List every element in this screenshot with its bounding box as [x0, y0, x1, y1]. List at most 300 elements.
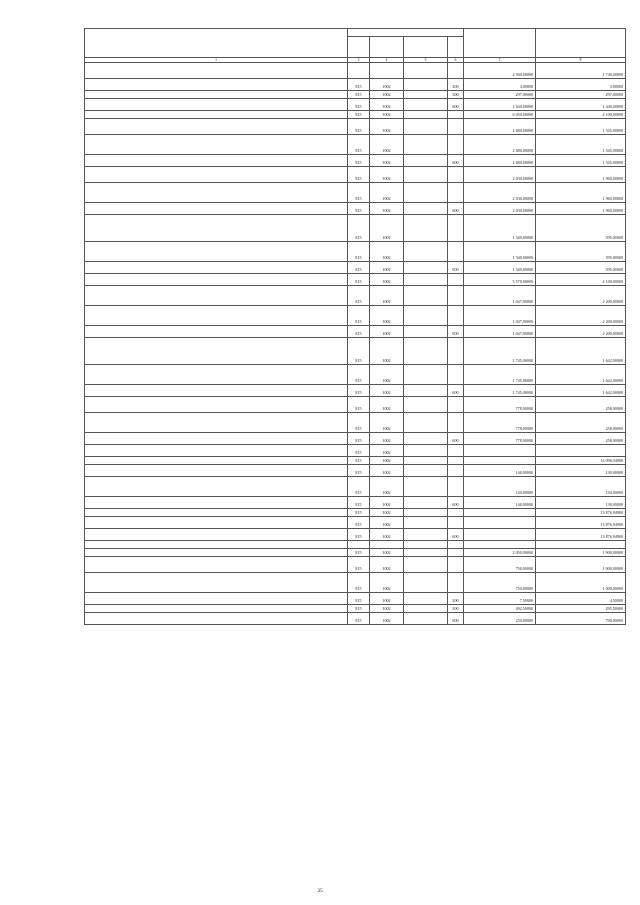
cell-grbs: 815 [348, 286, 370, 306]
cell-cs [404, 549, 448, 557]
cell-vr: 600 [448, 529, 464, 541]
cell-vr: 600 [448, 385, 464, 397]
cell-y1: 2 050,00000 [464, 549, 536, 557]
table-row [85, 63, 626, 79]
cell-vr: 600 [448, 262, 464, 274]
cell-grbs: 815 [348, 99, 370, 111]
cell-y1 [464, 529, 536, 541]
header-name [85, 29, 348, 58]
cell-y1: 2 680,00000 [464, 119, 536, 135]
cell-y1: 2 030,00000 [464, 183, 536, 203]
cell-cs [404, 63, 448, 79]
cell-y2 [536, 541, 626, 549]
cell-cs [404, 99, 448, 111]
cell-vr [448, 549, 464, 557]
col-num-1: 1 [85, 58, 348, 63]
table-row [85, 509, 626, 517]
cell-vr: 600 [448, 433, 464, 445]
cell-rz: 1002 [370, 183, 404, 203]
cell-y1: 778,00000 [464, 397, 536, 413]
cell-rz: 1002 [370, 445, 404, 457]
cell-rz: 1002 [370, 397, 404, 413]
cell-rz: 1002 [370, 262, 404, 274]
cell-rz: 1002 [370, 593, 404, 605]
cell-name [85, 338, 348, 365]
cell-vr [448, 541, 464, 549]
cell-rz: 1002 [370, 465, 404, 477]
cell-name [85, 385, 348, 397]
cell-name [85, 119, 348, 135]
cell-cs [404, 167, 448, 183]
cell-cs [404, 433, 448, 445]
cell-grbs: 815 [348, 509, 370, 517]
table-row [85, 203, 626, 215]
cell-cs [404, 465, 448, 477]
table-row [85, 457, 626, 465]
cell-y1: 2 680,00000 [464, 135, 536, 155]
cell-cs [404, 529, 448, 541]
cell-rz: 1002 [370, 413, 404, 433]
table-row [85, 183, 626, 203]
cell-grbs: 815 [348, 79, 370, 91]
cell-name [85, 497, 348, 509]
cell-y1: 750,00000 [464, 557, 536, 573]
cell-name [85, 557, 348, 573]
cell-name [85, 413, 348, 433]
cell-grbs: 815 [348, 457, 370, 465]
cell-name [85, 365, 348, 385]
cell-name [85, 509, 348, 517]
cell-cs [404, 242, 448, 262]
cell-y1: 7,50000 [464, 593, 536, 605]
cell-y2: 1 545,00000 [536, 135, 626, 155]
cell-cs [404, 183, 448, 203]
cell-y1: 2 030,00000 [464, 167, 536, 183]
table-row [85, 385, 626, 397]
cell-grbs: 815 [348, 557, 370, 573]
cell-y2: 1 642,00000 [536, 385, 626, 397]
table-row [85, 274, 626, 286]
cell-rz: 1002 [370, 517, 404, 529]
cell-rz: 1002 [370, 135, 404, 155]
cell-cs [404, 274, 448, 286]
table-row [85, 338, 626, 365]
cell-cs [404, 262, 448, 274]
cell-rz: 1002 [370, 242, 404, 262]
cell-rz: 1002 [370, 529, 404, 541]
table-row [85, 445, 626, 457]
cell-cs [404, 365, 448, 385]
table-row [85, 286, 626, 306]
cell-grbs: 815 [348, 613, 370, 625]
cell-y2: 1 960,00000 [536, 183, 626, 203]
cell-vr [448, 338, 464, 365]
cell-rz: 1002 [370, 99, 404, 111]
cell-cs [404, 497, 448, 509]
cell-y2: 1 440,00000 [536, 99, 626, 111]
cell-name [85, 111, 348, 119]
cell-name [85, 242, 348, 262]
header-grbs [348, 37, 370, 58]
header-tselevaya [404, 37, 448, 58]
table-body [85, 63, 626, 625]
cell-rz: 1002 [370, 167, 404, 183]
cell-rz: 1002 [370, 509, 404, 517]
cell-y2: 1 960,00000 [536, 203, 626, 215]
cell-name [85, 135, 348, 155]
cell-cs [404, 557, 448, 573]
cell-y2: 258,00000 [536, 433, 626, 445]
cell-grbs [348, 63, 370, 79]
cell-grbs: 815 [348, 262, 370, 274]
cell-rz: 1002 [370, 497, 404, 509]
cell-vr: 200 [448, 593, 464, 605]
table-row [85, 529, 626, 541]
cell-grbs: 815 [348, 365, 370, 385]
cell-name [85, 203, 348, 215]
cell-rz: 1002 [370, 286, 404, 306]
cell-y1: 297,00000 [464, 91, 536, 99]
cell-grbs: 815 [348, 119, 370, 135]
cell-y2: 1 740,00000 [536, 63, 626, 79]
cell-y2: 130,00000 [536, 497, 626, 509]
cell-rz [370, 63, 404, 79]
cell-grbs: 815 [348, 549, 370, 557]
cell-y2: 1 545,00000 [536, 155, 626, 167]
cell-vr [448, 215, 464, 242]
table-row [85, 99, 626, 111]
cell-y1: 492,50000 [464, 605, 536, 613]
table-row [85, 155, 626, 167]
cell-grbs: 815 [348, 274, 370, 286]
cell-name [85, 605, 348, 613]
cell-name [85, 529, 348, 541]
cell-cs [404, 445, 448, 457]
cell-y2: 3,00000 [536, 79, 626, 91]
cell-grbs [348, 541, 370, 549]
cell-grbs: 815 [348, 306, 370, 326]
cell-y1: 3,00000 [464, 79, 536, 91]
header-codes-group [348, 29, 464, 37]
cell-rz: 1002 [370, 605, 404, 613]
cell-y1: 140,00000 [464, 497, 536, 509]
cell-grbs: 815 [348, 433, 370, 445]
cell-y1: 1 047,00000 [464, 326, 536, 338]
cell-name [85, 445, 348, 457]
cell-vr: 300 [448, 605, 464, 613]
table-row [85, 549, 626, 557]
cell-y2: 2 200,00000 [536, 286, 626, 306]
cell-vr [448, 119, 464, 135]
cell-vr: 600 [448, 99, 464, 111]
cell-y1: 1 047,00000 [464, 286, 536, 306]
cell-grbs: 815 [348, 338, 370, 365]
cell-vr [448, 167, 464, 183]
cell-y1 [464, 445, 536, 457]
table-row [85, 397, 626, 413]
cell-grbs: 815 [348, 477, 370, 497]
table-row [85, 557, 626, 573]
cell-y1: 2 940,00000 [464, 63, 536, 79]
cell-y1: 1 745,00000 [464, 338, 536, 365]
cell-cs [404, 517, 448, 529]
cell-grbs: 815 [348, 111, 370, 119]
cell-vr [448, 63, 464, 79]
cell-rz: 1002 [370, 203, 404, 215]
table-row [85, 413, 626, 433]
page-number: 35 [317, 888, 323, 894]
cell-name [85, 517, 348, 529]
cell-vr: 600 [448, 497, 464, 509]
cell-y2: 2 200,00000 [536, 326, 626, 338]
cell-rz: 1002 [370, 326, 404, 338]
cell-vr [448, 465, 464, 477]
cell-y1: 1 745,00000 [464, 365, 536, 385]
table-row [85, 326, 626, 338]
table-row [85, 433, 626, 445]
cell-vr [448, 135, 464, 155]
cell-rz: 1002 [370, 365, 404, 385]
table-row [85, 119, 626, 135]
cell-name [85, 457, 348, 465]
cell-name [85, 274, 348, 286]
cell-y2: 13 876,94900 [536, 509, 626, 517]
cell-grbs: 815 [348, 385, 370, 397]
col-num-7: 7 [464, 58, 536, 63]
table-row [85, 497, 626, 509]
cell-name [85, 593, 348, 605]
cell-y2: 1 960,00000 [536, 167, 626, 183]
cell-y2: 2 200,00000 [536, 306, 626, 326]
col-num-3: 3 [348, 58, 370, 63]
cell-rz: 1002 [370, 573, 404, 593]
cell-vr [448, 573, 464, 593]
cell-y2: 130,00000 [536, 477, 626, 497]
cell-y2: 295,50000 [536, 605, 626, 613]
cell-vr [448, 477, 464, 497]
table-row [85, 111, 626, 119]
cell-name [85, 549, 348, 557]
cell-y2: 700,00000 [536, 613, 626, 625]
cell-name [85, 262, 348, 274]
cell-rz: 1002 [370, 385, 404, 397]
cell-cs [404, 413, 448, 433]
cell-rz: 1002 [370, 457, 404, 465]
cell-cs [404, 119, 448, 135]
cell-cs [404, 203, 448, 215]
cell-y1: 5 570,00000 [464, 274, 536, 286]
cell-cs [404, 79, 448, 91]
cell-rz: 1002 [370, 79, 404, 91]
cell-cs [404, 573, 448, 593]
cell-name [85, 573, 348, 593]
cell-y1: 140,00000 [464, 465, 536, 477]
cell-grbs: 815 [348, 167, 370, 183]
cell-grbs: 815 [348, 517, 370, 529]
header-razdel [370, 37, 404, 58]
cell-rz: 1002 [370, 91, 404, 99]
cell-y1: 140,00000 [464, 477, 536, 497]
cell-y2: 595,00000 [536, 262, 626, 274]
cell-name [85, 155, 348, 167]
cell-grbs: 815 [348, 183, 370, 203]
cell-grbs: 815 [348, 445, 370, 457]
cell-vr [448, 509, 464, 517]
cell-y1 [464, 517, 536, 529]
cell-rz: 1002 [370, 274, 404, 286]
cell-cs [404, 613, 448, 625]
cell-vr [448, 457, 464, 465]
cell-y1 [464, 541, 536, 549]
col-num-5: 5 [404, 58, 448, 63]
cell-y2: 1 642,00000 [536, 365, 626, 385]
table-row [85, 215, 626, 242]
cell-y1: 2 680,00000 [464, 155, 536, 167]
cell-grbs: 815 [348, 242, 370, 262]
cell-grbs: 815 [348, 497, 370, 509]
cell-cs [404, 91, 448, 99]
col-num-6: 6 [448, 58, 464, 63]
cell-cs [404, 541, 448, 549]
cell-y1: 778,00000 [464, 433, 536, 445]
cell-cs [404, 135, 448, 155]
cell-name [85, 183, 348, 203]
cell-grbs: 815 [348, 155, 370, 167]
cell-y1: 750,00000 [464, 573, 536, 593]
cell-y2: 13 876,94900 [536, 529, 626, 541]
cell-cs [404, 111, 448, 119]
cell-rz: 1002 [370, 433, 404, 445]
table-row [85, 306, 626, 326]
cell-rz [370, 541, 404, 549]
cell-name [85, 477, 348, 497]
cell-cs [404, 215, 448, 242]
cell-vr [448, 183, 464, 203]
cell-cs [404, 286, 448, 306]
cell-name [85, 613, 348, 625]
cell-cs [404, 397, 448, 413]
cell-y2 [536, 445, 626, 457]
cell-cs [404, 605, 448, 613]
cell-vr [448, 111, 464, 119]
cell-y2: 1 900,00000 [536, 549, 626, 557]
cell-y2: 4 100,00000 [536, 274, 626, 286]
cell-grbs: 815 [348, 605, 370, 613]
table-row [85, 262, 626, 274]
header-vid [448, 37, 464, 58]
cell-y2: 1 000,00000 [536, 557, 626, 573]
cell-rz: 1002 [370, 557, 404, 573]
cell-vr [448, 242, 464, 262]
cell-cs [404, 457, 448, 465]
cell-y2: 14 096,94900 [536, 457, 626, 465]
cell-name [85, 215, 348, 242]
cell-vr [448, 306, 464, 326]
cell-vr [448, 517, 464, 529]
cell-rz: 1002 [370, 119, 404, 135]
cell-y1: 250,00000 [464, 613, 536, 625]
cell-y2: 4,50000 [536, 593, 626, 605]
cell-rz: 1002 [370, 477, 404, 497]
cell-vr [448, 413, 464, 433]
cell-y2: 13 876,94900 [536, 517, 626, 529]
cell-vr [448, 445, 464, 457]
cell-y1: 1 047,00000 [464, 306, 536, 326]
cell-y1: 778,00000 [464, 413, 536, 433]
header-year2 [536, 29, 626, 58]
cell-y2: 130,00000 [536, 465, 626, 477]
cell-vr: 600 [448, 155, 464, 167]
cell-cs [404, 593, 448, 605]
cell-vr: 300 [448, 91, 464, 99]
cell-grbs: 815 [348, 91, 370, 99]
cell-name [85, 306, 348, 326]
cell-cs [404, 385, 448, 397]
table-row [85, 465, 626, 477]
cell-grbs: 815 [348, 135, 370, 155]
cell-cs [404, 155, 448, 167]
cell-y2: 258,00000 [536, 413, 626, 433]
cell-y2: 595,00000 [536, 215, 626, 242]
cell-y1: 1 340,00000 [464, 262, 536, 274]
col-num-8: 8 [536, 58, 626, 63]
table-row [85, 135, 626, 155]
cell-name [85, 286, 348, 306]
cell-vr: 600 [448, 613, 464, 625]
cell-y1: 6 050,00000 [464, 111, 536, 119]
cell-cs [404, 509, 448, 517]
cell-grbs: 815 [348, 326, 370, 338]
cell-rz: 1002 [370, 155, 404, 167]
table-row [85, 79, 626, 91]
cell-cs [404, 306, 448, 326]
cell-grbs: 815 [348, 529, 370, 541]
cell-name [85, 541, 348, 549]
cell-vr: 600 [448, 203, 464, 215]
cell-rz: 1002 [370, 111, 404, 119]
table-row [85, 541, 626, 549]
cell-grbs: 815 [348, 397, 370, 413]
cell-y2: 297,00000 [536, 91, 626, 99]
cell-y1: 1 340,00000 [464, 242, 536, 262]
header-year1 [464, 29, 536, 58]
cell-rz: 1002 [370, 549, 404, 557]
cell-grbs: 815 [348, 593, 370, 605]
cell-y2: 595,00000 [536, 242, 626, 262]
cell-vr [448, 557, 464, 573]
cell-grbs: 815 [348, 465, 370, 477]
cell-grbs: 815 [348, 413, 370, 433]
table-row [85, 477, 626, 497]
table-row [85, 242, 626, 262]
table-row [85, 605, 626, 613]
table-row [85, 593, 626, 605]
cell-y1: 2 640,00000 [464, 99, 536, 111]
cell-name [85, 326, 348, 338]
cell-rz: 1002 [370, 338, 404, 365]
cell-y1 [464, 509, 536, 517]
cell-name [85, 433, 348, 445]
cell-name [85, 79, 348, 91]
cell-y2: 1 545,00000 [536, 119, 626, 135]
cell-name [85, 167, 348, 183]
cell-y1: 1 745,00000 [464, 385, 536, 397]
cell-vr [448, 365, 464, 385]
cell-y2: 4 100,00000 [536, 111, 626, 119]
cell-grbs: 815 [348, 203, 370, 215]
budget-table [84, 28, 626, 625]
cell-rz: 1002 [370, 215, 404, 242]
